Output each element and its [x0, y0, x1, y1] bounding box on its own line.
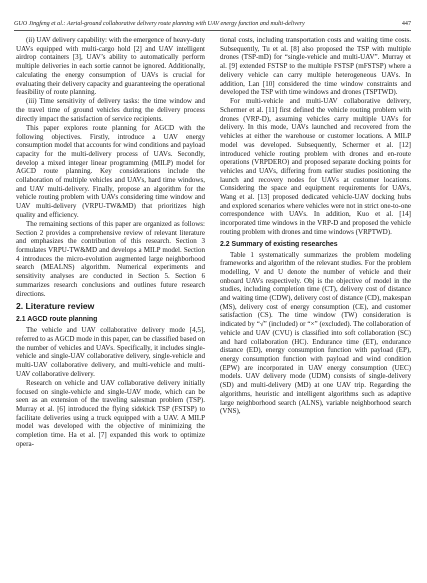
paragraph-single-vehicle-research: Research on vehicle and UAV collaborative delivery initially focused on single-vehicle and single-UAV mode, which can be seen as an extension of the traveling salesman problem (TSP). Murray et al. [6] introduced the flying sidekick TSP (FSTSP) to facilitate deliveries using a truck equipped with a UAV. A MILP model was developed with the objective of minimizing the completion time. Ha et al. [7] expanded this work to optimize opera-	[16, 378, 205, 448]
running-header	[14, 20, 411, 28]
subsection-heading-summary: 2.2 Summary of existing researches	[220, 240, 338, 248]
paragraph-time-sensitivity: (iii) Time sensitivity of delivery tasks: the time window and the travel time of ground vehicles during the delivery process directly impact the satisfaction of service recipients.	[16, 97, 205, 123]
paragraph-objectives: This paper explores route planning for AGCD with the following objectives. Firstly, introduce a UAV energy consumption model that accounts for wind conditions and payload capacity for the multi-delivery process of UAVs. Secondly, develop a mixed integer linear programming (MILP) model for AGCD route planning. Key considerations include the collaboration of multiple vehicles and UAVs, hard time windows, and UAV multi-delivery. Finally, propose an algorithm for the vehicle routing problem with UAVs considering time window and UAV multi-delivery (VRPU-TW&MD) that prioritizes high quality and efficiency.	[16, 123, 205, 219]
subsection-heading-agcd: 2.1 AGCD route planning	[16, 316, 98, 324]
running-title: GUO Jingfeng et al.: Aerial-ground collaborative delivery route planning with UAV energy function and multi-delivery	[14, 21, 305, 27]
section-heading-literature-review: 2. Literature review	[16, 301, 95, 312]
header-rule	[14, 30, 411, 31]
paragraph-table-summary: Table 1 systematically summarizes the problem modeling frameworks and algorithm of the relevant studies. For the problem modelling, V and U denote the number of vehicle and their onboard UAVs respectively. Obj is the objective of model in the studies, including completion time (CT), delivery cost of distance and waiting time (CDW), delivery cost of distance (CD), makespan (MS), delivery cost of energy consumption (CE), and customer satisfaction (CS). The time window (TW) consideration is indicated by “√” (included) or “×” (excluded). The collaboration of vehicle and UAV (CVU) is classified into soft collaboration (SC) and hard collaboration (HC). Endurance time (ET), endurance distance (ED), energy consumption function with payload (EP), energy consumption function with payload and wind condition (EPW) are incorporated in UAV energy consumption (UEC) models. UAV delivery mode (UDM) consists of single-delivery (SD) and multi-delivery (MD) at one UAV trip. Regarding the algorithms, heuristic and intelligent algorithms such as adaptive large neighborhood search (ALNS), variable neighborhood search (VNS),	[220, 250, 411, 416]
paragraph-continued-tsp: tional costs, including transportation costs and waiting time costs. Subsequently, Tu et al. [8] also proposed the TSP with multiple drones (TSP-mD) for “single-vehicle and multi-UAV”. Murray et al. [9] extended FSTSP to the multiple FSTSP (mFSTSP) where a delivery vehicle can carry multiple heterogeneous UAVs. In addition, Lan [10] considered the time window constraints and developed the TSP with time windows and drones (TSPTWD).	[220, 36, 411, 97]
page-number: 447	[401, 21, 411, 27]
paragraph-organization: The remaining sections of this paper are organized as follows: Section 2 provides a comprehensive review of relevant literature and emphasizes the contribution of this research. Section 3 formulates VRPU-TW&MD and develops a MILP model. Section 4 introduces the micro-evolution augmented large neighborhood search (MEALNS) algorithm. Numerical experiments and sensitivity analyses are conducted in Section 5. Section 6 summarizes research conclusions and outlines future research directions.	[16, 219, 205, 298]
paragraph-delivery-capability: (ii) UAV delivery capability: with the emergence of heavy-duty UAVs equipped with multi-cargo hold [2] and UAV intelligent airdrop containers [3], UAV’s ability to automatically perform multiple deliveries in each sortie cannot be ignored. Additionally, calculating the energy consumption of UAVs is crucial for evaluating their delivery capacity and guaranteeing the operational feasibility of route planning.	[16, 36, 205, 97]
paragraph-multi-vehicle: For multi-vehicle and multi-UAV collaborative delivery, Schermer et al. [11] first defined the vehicle routing problem with drones (VRP-D), assuming vehicles carry multiple UAVs for delivery. In this mode, UAVs launched and recovered from the vehicles at either the warehouse or customer locations. A MILP model was developed. Subsequently, Schermer et al. [12] introduced vehicle routing problem with drones and en-route operations (VRPDERO) and proposed separate docking points for vehicles and UAVs, differing from earlier studies positioning the launch and recovery nodes for UAVs at customer locations. Considering the space and equipment requirements for UAVs, Wang et al. [13] proposed dedicated vehicle-UAV docking hubs and explored scenarios where vehicles were not in strict one-to-one correspondence with UAVs. In addition, Kuo et al. [14] incorporated time windows in the VRP-D and proposed the vehicle routing problem with drones and time windows (VRPTWD).	[220, 97, 411, 236]
paragraph-agcd-modes: The vehicle and UAV collaborative delivery mode [4,5], referred to as AGCD mode in this paper, can be classified based on the number of vehicles and UAVs. Specifically, it includes single-vehicle and single-UAV collaborative delivery, single-vehicle and multi-UAV collaborative delivery, and multi-vehicle and multi-UAV collaborative delivery.	[16, 326, 205, 378]
left-column	[16, 36, 205, 449]
right-column	[220, 36, 411, 416]
